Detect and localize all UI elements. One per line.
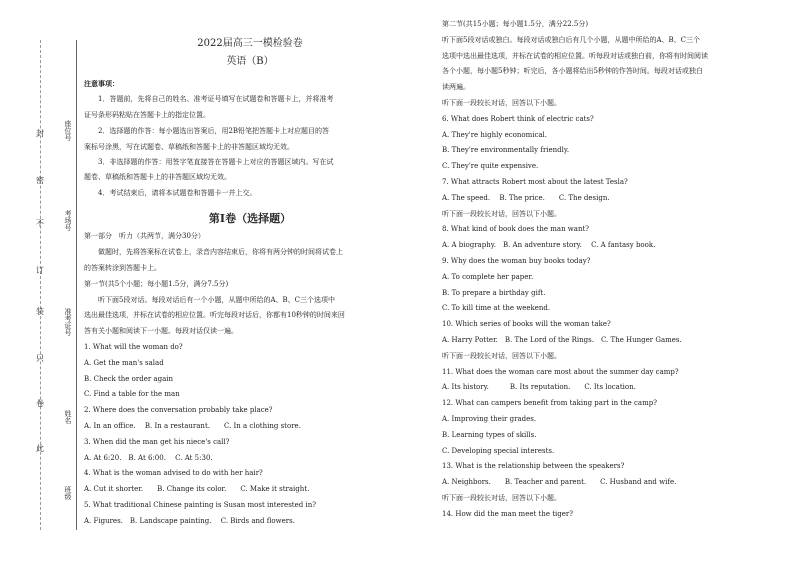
question-line: 4. What is the woman advised to do with her hair? bbox=[84, 469, 263, 477]
seal-char: 封 bbox=[36, 129, 44, 138]
option-line: A. Improving their grades. bbox=[442, 415, 537, 423]
paper-line: 答有关小题和阅读下一小题。每段对话仅读一遍。 bbox=[84, 327, 238, 335]
notes-line: 1．答题前，先将自己的姓名、准考证号填写在试题卷和答题卡上，并将准考 bbox=[98, 95, 334, 103]
notes-line: 2．选择题的作答：每小题选出答案后，用2B铅笔把答题卡上对应题目的答 bbox=[98, 127, 330, 135]
exam-title: 2022届高三一模检验卷 bbox=[197, 38, 303, 49]
paper-line: 的答案转涂到答题卡上。 bbox=[84, 264, 161, 272]
instruction-line: 听下面一段较长对话，回答以下小题。 bbox=[442, 210, 561, 218]
field-class: 班级 bbox=[64, 486, 72, 500]
seal-char: 卷 bbox=[36, 399, 44, 408]
instruction-line: 听下面一段较长对话，回答以下小题。 bbox=[442, 99, 561, 107]
field-name: 姓名 bbox=[64, 410, 72, 424]
paper-line: 第一部分 听力（共两节，满分30分） bbox=[84, 232, 205, 240]
seal-char: 不 bbox=[36, 219, 44, 228]
option-line: A. Cut it shorter. B. Change its color. C. Make it straight. bbox=[84, 485, 310, 493]
paper-line: 第一节(共5个小题；每小题1.5分，满分7.5分) bbox=[84, 280, 229, 288]
option-line: C. Find a table for the man bbox=[84, 390, 180, 398]
instruction-line: 听下面一段较长对话，回答以下小题。 bbox=[442, 352, 561, 360]
option-line: A. Figures. B. Landscape painting. C. Birds and flowers. bbox=[84, 517, 295, 525]
paper-line: 各个小题，每小题5秒钟；听完后，各小题将给出5秒钟的作答时间。每段对话或独白 bbox=[442, 67, 703, 75]
field-exam-room: 考场号 bbox=[64, 210, 72, 231]
seal-char: 密 bbox=[36, 176, 44, 185]
question-line: 6. What does Robert think of electric cats? bbox=[442, 115, 594, 123]
question-line: 10. Which series of books will the woman take? bbox=[442, 320, 611, 328]
field-seat-number: 座位号 bbox=[64, 120, 72, 141]
option-line: A. A biography. B. An adventure story. C. A fantasy book. bbox=[442, 241, 656, 249]
instruction-line: 听下面一段较长对话，回答以下小题。 bbox=[442, 494, 561, 502]
option-line: C. They're quite expensive. bbox=[442, 162, 539, 170]
option-line: B. To prepare a birthday gift. bbox=[442, 289, 546, 297]
notes-line: 证号条形码粘贴在答题卡上的指定位置。 bbox=[84, 111, 210, 119]
option-line: B. Learning types of skills. bbox=[442, 431, 537, 439]
option-line: C. To kill time at the weekend. bbox=[442, 304, 551, 312]
binding-line bbox=[76, 40, 77, 530]
seal-char: 此 bbox=[36, 444, 44, 453]
paper-line: 第二节(共15小题；每小题1.5分，满分22.5分) bbox=[442, 20, 589, 28]
seal-char: 订 bbox=[36, 266, 44, 275]
question-line: 8. What kind of book does the man want? bbox=[442, 225, 590, 233]
paper-line: 做题时，先将答案标在试卷上，录音内容结束后，你将有两分钟的时间将试卷上 bbox=[98, 248, 343, 256]
question-line: 2. Where does the conversation probably take place? bbox=[84, 406, 273, 414]
question-line: 5. What traditional Chinese painting is Susan most interested in? bbox=[84, 501, 316, 509]
question-line: 3. When did the man get his niece's call? bbox=[84, 438, 230, 446]
paper-line: 选出最佳选项，并标在试卷的相应位置。听完每段对话后，你都有10秒钟的时间来回 bbox=[84, 311, 345, 319]
option-line: B. Check the order again bbox=[84, 375, 174, 383]
question-line: 11. What does the woman care most about the summer day camp? bbox=[442, 368, 679, 376]
option-line: A. In an office. B. In a restaurant. C. In a clothing store. bbox=[84, 422, 301, 430]
notes-line: 案标号涂黑，写在试题卷、草稿纸和答题卡上的非答题区域均无效。 bbox=[84, 143, 294, 151]
paper-line: 听下面5段对话或独白。每段对话或独白后有几个小题，从题中所给的A、B、C三个 bbox=[442, 36, 701, 44]
option-line: A. Get the man's salad bbox=[84, 359, 164, 367]
notes-line: 4．考试结束后，请将本试题卷和答题卡一并上交。 bbox=[98, 189, 257, 197]
paper-line: 听下面5段对话。每段对话后有一个小题，从题中所给的A、B、C三个选项中 bbox=[98, 296, 336, 304]
notes-line: 3．非选择题的作答：用签字笔直接答在答题卡上对应的答题区域内。写在试 bbox=[98, 158, 334, 166]
option-line: A. The speed. B. The price. C. The design. bbox=[442, 194, 610, 202]
option-line: C. Developing special interests. bbox=[442, 447, 555, 455]
field-ticket-number: 准考证号 bbox=[64, 308, 72, 336]
seal-char: 只 bbox=[36, 354, 44, 363]
option-line: B. They're environmentally friendly. bbox=[442, 146, 570, 154]
question-line: 14. How did the man meet the tiger? bbox=[442, 510, 573, 518]
option-line: A. Its history. B. Its reputation. C. Its location. bbox=[442, 383, 636, 391]
exam-subject: 英语（B） bbox=[226, 56, 274, 67]
option-line: A. Harry Potter. B. The Lord of the Rings. C. The Hunger Games. bbox=[442, 336, 682, 344]
question-line: 7. What attracts Robert most about the latest Tesla? bbox=[442, 178, 628, 186]
option-line: A. Neighbors. B. Teacher and parent. C. Husband and wife. bbox=[442, 478, 677, 486]
seal-char: 装 bbox=[36, 307, 44, 316]
paper-line: 选项中选出最佳选项，并标在试卷的相应位置。听每段对话或独白前，你将有时间阅读 bbox=[442, 52, 708, 60]
question-line: 12. What can campers benefit from taking part in the camp? bbox=[442, 399, 657, 407]
option-line: A. They're highly economical. bbox=[442, 131, 548, 139]
cut-line bbox=[40, 40, 41, 530]
binding-sidebar bbox=[0, 0, 80, 562]
option-line: A. To complete her paper. bbox=[442, 273, 534, 281]
option-line: A. At 6:20. B. At 6:00. C. At 5:30. bbox=[84, 454, 213, 462]
question-line: 13. What is the relationship between the speakers? bbox=[442, 462, 625, 470]
paper-line: 读两遍。 bbox=[442, 83, 470, 91]
question-line: 1. What will the woman do? bbox=[84, 343, 183, 351]
notes-heading: 注意事项： bbox=[84, 79, 119, 88]
section-heading: 第Ⅰ卷（选择题） bbox=[208, 212, 292, 225]
question-line: 9. Why does the woman buy books today? bbox=[442, 257, 591, 265]
notes-line: 题卷、草稿纸和答题卡上的非答题区域均无效。 bbox=[84, 173, 231, 181]
